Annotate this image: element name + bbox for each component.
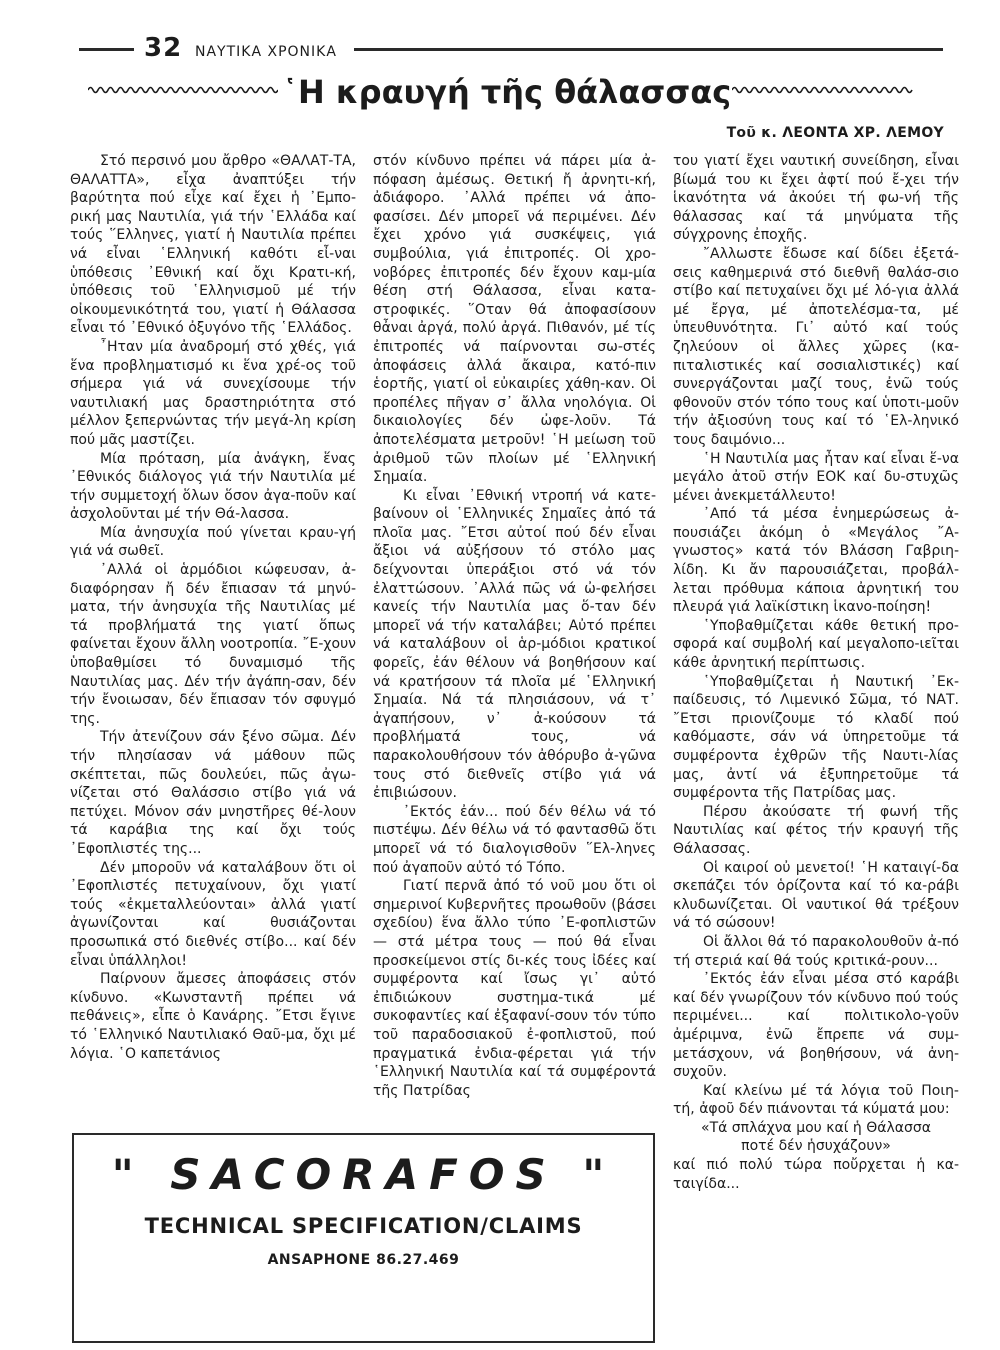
poem-quote-line-2: ποτέ δέν ἡσυχάζουν» [741, 1138, 891, 1155]
article-column-1 [70, 152, 356, 1063]
poem-quote-line-1: «Τά σπλάχνα μου καί ἡ Θάλασσα [701, 1119, 931, 1136]
paragraph: Γιατί περνᾶ ἀπό τό νοῦ μου ὅτι οἱ σημερινοί Κυβερνῆτες προωθοῦν (βάσει σχεδίου) ἕνα ἄλλο τύπο ᾿Ε-φοπλιστῶν — στά μέτρα τους — πού θά εἶναι προσκείμενοι στίς δι-κές τους ἰδέες καί συμφέροντα καί ἴσως γι᾿ αὐτό ἐπιδιώκουν συστημα-τικά μέ συκοφαντίες καί ἐξαφανί-σουν τόν τύπο τοῦ παραδοσιακοῦ ἐ-φοπλιστοῦ, πού πραγματικά ἐνδια-φέρεται γιά τήν ῾Ελληνική Ναυτιλία καί τά συμφέροντά τῆς Πατρίδας [373, 878, 656, 1099]
paragraph: ῎Αλλωστε ἔδωσε καί δίδει ἐξετά-σεις καθημερινά στό διεθνῆ θαλάσ-σιο στίβο καί πετυχαίνει ὄχι μέ λό-για ἀλλά μέ ἔργα, μέ ἀποτελέσμα-τα, μέ ὑπευθυνότητα. Γι᾿ αὐτό καί τούς ζηλεύουν οἱ ἄλλες χῶρες (κα-πιταλιστικές καί σοσιαλιστικές) καί συνεργάζονται μαζί τους, ἐνῶ τούς φθονοῦν στόν τόπο τους καί ὑποτι-μοῦν τήν ἀξιοσύνη τους καί τό ῾Ελ-ληνικό τους δαιμόνιο... [673, 245, 959, 448]
paragraph: ῾Η Ναυτιλία μας ἦταν καί εἶναι ἕ-να μεγάλο ἀτοῦ στήν ΕΟΚ καί δυ-στυχῶς μένει ἀνεκμετάλλευτο! [673, 450, 959, 504]
paragraph: ᾿Εκτός ἐάν... πού δέν θέλω νά τό πιστέψω. Δέν θέλω νά τό φαντασθῶ ὅτι μπορεῖ νά τό διαλογισθοῦν ῞Ελ-ληνες πού ἀγαποῦν αὐτό τό Τόπο. [373, 803, 656, 876]
paragraph: Στό περσινό μου ἄρθρο «ΘΑΛΑΤ-ΤΑ, ΘΑΛΑΤΤΑ», εἶχα ἀναπτύξει τήν βαρύτητα πού εἶχε καί ἔχει ἡ ᾿Εμπο-ρική μας Ναυτιλία, γιά τήν ῾Ελλάδα καί τούς ῞Ελληνες, γιατί ἡ Ναυτιλία πρέπει νά εἶναι ῾Ελληνική καθότι εἶ-ναι ὑπόθεσις ᾿Εθνική καί ὄχι Κρατι-κή, ὑπόθεσις τοῦ ῾Ελληνισμοῦ μέ τήν οἰκουμενικότητά του, γιατί ἡ Θάλασσα εἶναι τό ᾿Εθνικό ὀξυγόνο τῆς ῾Ελλάδος. [70, 153, 356, 337]
article-column-2 [373, 152, 656, 1100]
paragraph: ῾Υποβαθμίζεται κάθε θετική προ-σφορά καί συμβολή καί μεγαλοπο-ιεῖται κάθε ἀρνητική περίπτωσις. [673, 617, 959, 672]
ad-subtitle: TECHNICAL SPECIFICATION/CLAIMS [144, 1214, 583, 1238]
magazine-name: ΝΑΥΤΙΚΑ ΧΡΟΝΙΚΑ [195, 44, 337, 60]
paragraph: Δέν μποροῦν νά καταλάβουν ὅτι οἱ ᾿Εφοπλιστές πετυχαίνουν, ὄχι γιατί τούς «ἐκμεταλλεύονται» ἀλλά γιατί ἀγωνίζονται καί θυσιάζονται προσωπικά στό διεθνές στίβο... καί δέν εἶναι ὑπάλληλοι! [70, 859, 356, 969]
page-number: 32 [144, 33, 183, 63]
sacorafos-advertisement [72, 1133, 655, 1343]
paragraph: στόν κίνδυνο πρέπει νά πάρει μία ἀ-πόφαση ἀμέσως. Θετική ἤ ἀρνητι-κή, ἀδιάφορο. ᾿Αλλά πρέπει νά ἀπο-φασίσει. Δέν μπορεῖ νά περιμένει. Δέν ἔχει χρόνο γιά συσκέψεις, γιά συμβούλια, γιά ἐπιτροπές. Οἱ χρο-νοβόρες ἐπιτροπές δέν ἔχουν καμ-μία θέση στή Θάλασσα, εἶναι κατα-στροφικές. ῞Οταν θά ἀποφασίσουν θἆναι ἀργά, πολύ ἀργά. Πιθανόν, μέ τίς ἐπιτροπές νά παίρνονται σω-στές ἀποφάσεις ἀλλά ἄκαιρα, κατό-πιν ἑορτῆς, γιατί οἱ εὐκαιρίες χάθη-καν. Οἱ προπέλες πῆγαν σ᾿ ἄλλα νηολόγια. Οἱ δικαιολογίες δέν ὠφε-λοῦν. Τά ἀποτελέσματα μετροῦν! ῾Η μείωση τοῦ ἀριθμοῦ τῶν πλοίων μέ ῾Ελληνική Σημαία. [373, 153, 656, 486]
paragraph: Κι εἶναι ᾿Εθνική ντροπή νά κατε-βαίνουν οἱ ῾Ελληνικές Σημαῖες ἀπό τά πλοῖα μας. ῎Ετσι αὐτοί πού δέν εἶναι ἄξιοι νά αὐξήσουν τό στόλο μας δείχνονται ὑπεράξιοι στό νά τόν ἐλαττώσουν. ᾿Αλλά πῶς νά ὠ-φελήσει κανείς τήν Ναυτιλία μας ὅ-ταν δέν μπορεῖ νά τήν καταλάβει; Αὐτό πρέπει νά καταλάβουν οἱ ἁρ-μόδιοι κρατικοί φορεῖς, ἐάν θέλουν νά βοηθήσουν καί νά κρατήσουν τά πλοῖα μέ ῾Ελληνική Σημαία. Νά τά πλησιάσουν, νά τ᾿ ἀγαπήσουν, ν᾿ ἀ-κούσουν τά προβλήματά τους, νά παρακολουθήσουν τόν ἀθόρυβο ἀ-γῶνα τους στό διεθνεῖς στίβο γιά νά ἐπιβιώσουν. [373, 487, 656, 802]
paragraph: ῾Υποβαθμίζεται ἡ Ναυτική ᾿Εκ-παίδευσις, τό Λιμενικό Σῶμα, τό ΝΑΤ. ῎Ετσι πριονίζουμε τό κλαδί πού καθόμαστε, σάν νά ὑπηρετοῦμε τά συμφέροντα ἐχθρῶν τῆς Ναυτι-λίας μας, ἀντί νά ἐξυπηρετοῦμε τά συμφέροντα τῆς Πατρίδας μας. [673, 673, 959, 802]
paragraph: του γιατί ἔχει ναυτική συνείδηση, εἶναι βίωμά του κι ἔχει ἀφτί πού ἔ-χει τήν ἱκανότητα νά ἀκούει τή φω-νή τῆς θάλασσας καί τά μηνύματα τῆς σύγχρονης ἐποχῆς. [673, 153, 959, 244]
paragraph: Μία ἀνησυχία πού γίνεται κραυ-γή γιά νά σωθεῖ. [70, 524, 356, 560]
paragraph: Πέρσυ ἀκούσατε τή φωνή τῆς Ναυτιλίας καί φέτος τήν κραυγή τῆς Θάλασσας. [673, 803, 959, 857]
closing-paragraph: καί πιό πολύ τώρα ποὔρχεται ἡ κα-ταιγίδα... [673, 1157, 959, 1192]
paragraph: Οἱ καιροί οὐ μενετοί! ῾Η καταιγί-δα σκεπάζει τόν ὁρίζοντα καί τό κα-ράβι κλυδωνίζεται. Οἱ ναυτικοί θά τρέξουν νά τό σώσουν! [673, 859, 959, 932]
paragraph: Οἱ ἄλλοι θά τό παρακολουθοῦν ἀ-πό τή στεριά καί θά τούς κριτικά-ρουν... [673, 933, 959, 969]
paragraph: ᾿Από τά μέσα ἐνημερώσεως ἀ-πουσιάζει ἀκόμη ὁ «Μεγάλος ῎Α-γνωστος» κατά τόν Βλάσση Γαβριη-λίδη. Κι ἄν παρουσιάζεται, προβάλ-λεται πρόθυμα κάποια ἀρνητική του πλευρά γιά λαϊκίστικη ἱκανο-ποίηση! [673, 506, 959, 616]
paragraph: ῏Ηταν μία ἀναδρομή στό χθές, γιά ἕνα προβληματισμό κι ἕνα χρέ-ος τοῦ σήμερα γιά νά συνεχίσουμε τήν ναυτιλιακή μας δραστηριότητα στό μέλλον ξεπερνώντας τήν μεγά-λη κρίση πού μᾶς μαστίζει. [70, 338, 356, 448]
paragraph: ᾿Αλλά οἱ ἁρμόδιοι κώφευσαν, ἀ-διαφόρησαν ἤ δέν ἔπιασαν τά μηνύ-ματα, τήν ἀνησυχία τῆς Ναυτιλίας μέ τά προβλήματά της γιατί ὅπως φαίνεται ἔχουν ἄλλη νοοτροπία. ῎Ε-χουν ὑποβαθμίσει τό δυναμισμό τῆς Ναυτιλίας μας. Δέν τήν ἀγάπη-σαν, δέν τήν ἔνοιωσαν, δέν ἔπιασαν τόν σφυγμό της. [70, 562, 356, 727]
header-rule-left [79, 48, 134, 51]
ad-phone: ANSAPHONE 86.27.469 [267, 1252, 460, 1268]
header-rule-right [354, 48, 943, 51]
paragraph: Μία πρόταση, μία ἀνάγκη, ἕνας ᾿Εθνικός διάλογος γιά τήν Ναυτιλία μέ τήν συμμετοχή ὅλων ὅσον ἀγα-ποῦν καί ἀσχολοῦνται μέ τήν Θά-λασσα. [70, 450, 356, 523]
ad-company-name: " SACORAFOS " [111, 1150, 616, 1199]
article-column-3 [673, 152, 959, 1193]
paragraph: Τήν ἀτενίζουν σάν ξένο σῶμα. Δέν τήν πλησίασαν νά μάθουν πῶς σκέπτεται, πῶς δουλεύει, πῶς ἀγω-νίζεται στό Θαλάσσιο στίβο γιά νά πετύχει. Μόνον σάν μνηστῆρες θέ-λουν τά καράβια της καί ὄχι τούς ᾿Εφοπλιστές της... [70, 729, 356, 857]
title-wave-ornament-left [88, 83, 278, 97]
paragraph: ᾿Εκτός ἐάν εἶναι μέσα στό καράβι καί δέν γνωρίζουν τόν κίνδυνο πού τούς περιμένει... καί πολιτικολο-γοῦν ἀμέριμνα, ἐνῶ ἔπρεπε νά συμ-μετάσχουν, νά βοηθήσουν, νά ἀνη-συχοῦν. [673, 971, 959, 1081]
paragraph: Καί κλείνω μέ τά λόγια τοῦ Ποιη-τή, ἀφοῦ δέν πιάνονται τά κύματά μου: [673, 1082, 959, 1118]
title-wave-ornament-right [732, 83, 914, 97]
article-byline: Τοῦ κ. ΛΕΟΝΤΑ ΧΡ. ΛΕΜΟΥ [726, 125, 944, 141]
article-title: ῾Η κραυγή τῆς θάλασσας [282, 73, 732, 111]
paragraph: Παίρνουν ἄμεσες ἀποφάσεις στόν κίνδυνο. «Κωνσταντῆ πρέπει νά πεθάνεις», εἶπε ὁ Κανάρης. ῎Ετσι ἔγινε τό ῾Ελληνικό Ναυτιλιακό Θαῦ-μα, ὄχι μέ λόγια. ῾Ο καπετάνιος [70, 971, 356, 1062]
